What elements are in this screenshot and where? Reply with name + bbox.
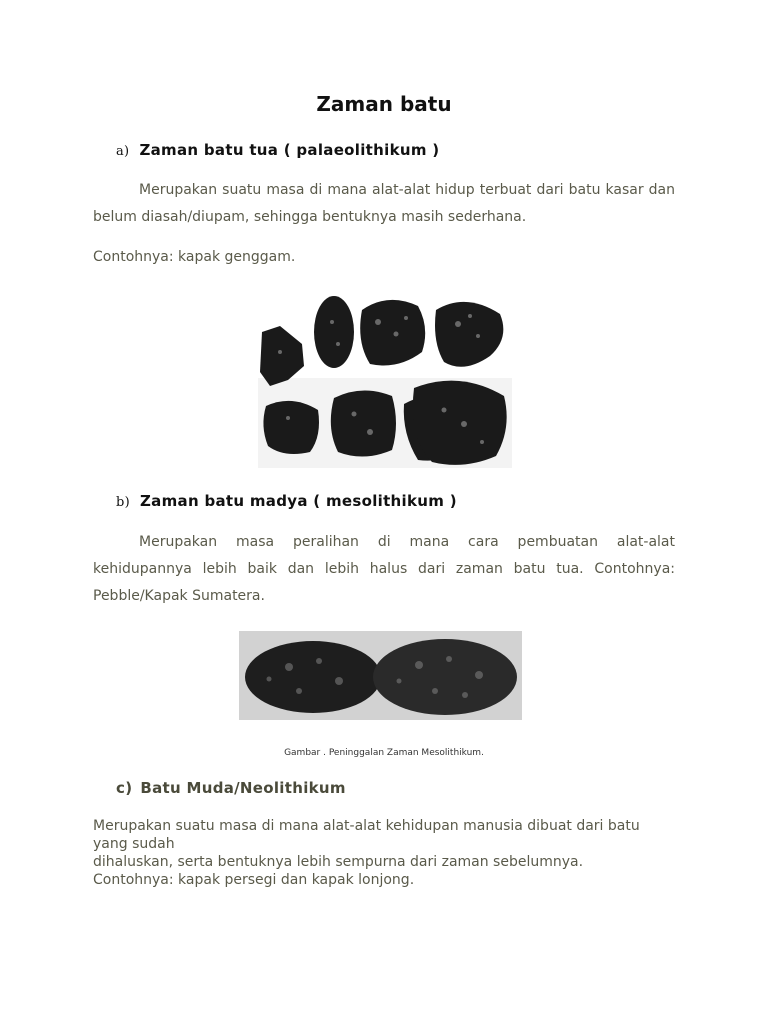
- section-a-heading: [116, 141, 439, 159]
- section-b-paragraph: Merupakan masa peralihan di mana cara pembuatan alat-alat kehidupannya lebih baik dan lebih halus dari zaman batu tua. Contohnya: Pebble/Kapak Sumatera.: [93, 534, 675, 604]
- section-b-heading: [116, 492, 457, 510]
- section-c-heading: [116, 779, 346, 797]
- section-b-title: Zaman batu madya ( mesolithikum ): [140, 492, 457, 510]
- section-c-marker: c): [116, 779, 133, 797]
- section-a-title: Zaman batu tua ( palaeolithikum ): [139, 141, 440, 159]
- section-a-example: Contohnya: kapak genggam.: [93, 249, 296, 265]
- section-c-line-2: dihaluskan, serta bentuknya lebih sempurna dari zaman sebelumnya.: [93, 854, 584, 870]
- figure-caption: Gambar . Peninggalan Zaman Mesolithikum.: [284, 748, 484, 758]
- section-c-paragraph: [93, 817, 675, 889]
- section-b-marker: b): [116, 495, 130, 510]
- section-a-marker: a): [116, 144, 130, 159]
- mesolithic-pebble-photo: [239, 631, 522, 720]
- page-title: Zaman batu: [316, 92, 452, 116]
- section-c-line-3: Contohnya: kapak persegi dan kapak lonjong.: [93, 872, 415, 888]
- section-a-paragraph: Merupakan suatu masa di mana alat-alat hidup terbuat dari batu kasar dan belum diasah/diupam, sehingga bentuknya masih sederhana.: [93, 182, 675, 225]
- section-c-title: Batu Muda/Neolithikum: [140, 779, 346, 797]
- section-c-line-1: Merupakan suatu masa di mana alat-alat kehidupan manusia dibuat dari batu yang sudah: [93, 818, 640, 852]
- palaeolithic-stones-photo: [258, 292, 512, 468]
